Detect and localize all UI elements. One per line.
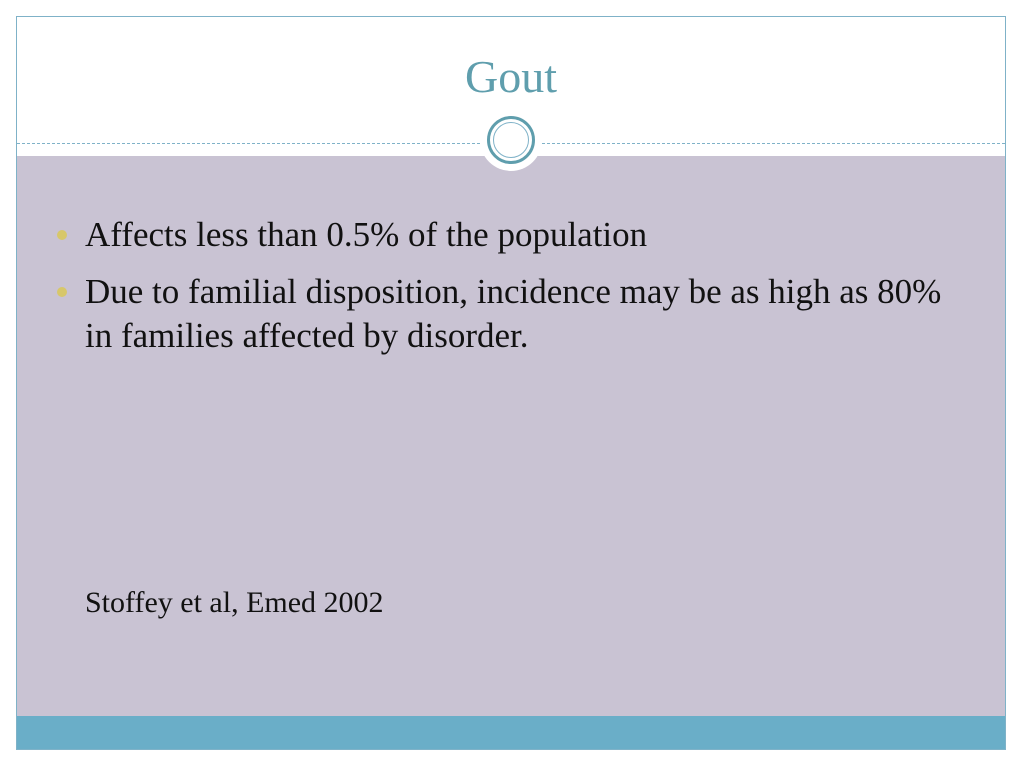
footer-bar: [17, 716, 1005, 750]
bullet-item: [55, 213, 955, 257]
bullet-dot-icon: [57, 287, 67, 297]
citation: Stoffey et al, Emed 2002: [85, 586, 384, 619]
divider-inner-circle-icon: [493, 122, 529, 158]
bullet-list: [55, 213, 955, 371]
bullet-text: Affects less than 0.5% of the population: [85, 215, 648, 254]
bullet-dot-icon: [57, 230, 67, 240]
slide: [16, 16, 1006, 750]
bullet-text: Due to familial disposition, incidence may be as high as 80% in families affected by disorder.: [85, 272, 942, 355]
slide-title: Gout: [465, 51, 557, 102]
bullet-item: [55, 270, 955, 358]
